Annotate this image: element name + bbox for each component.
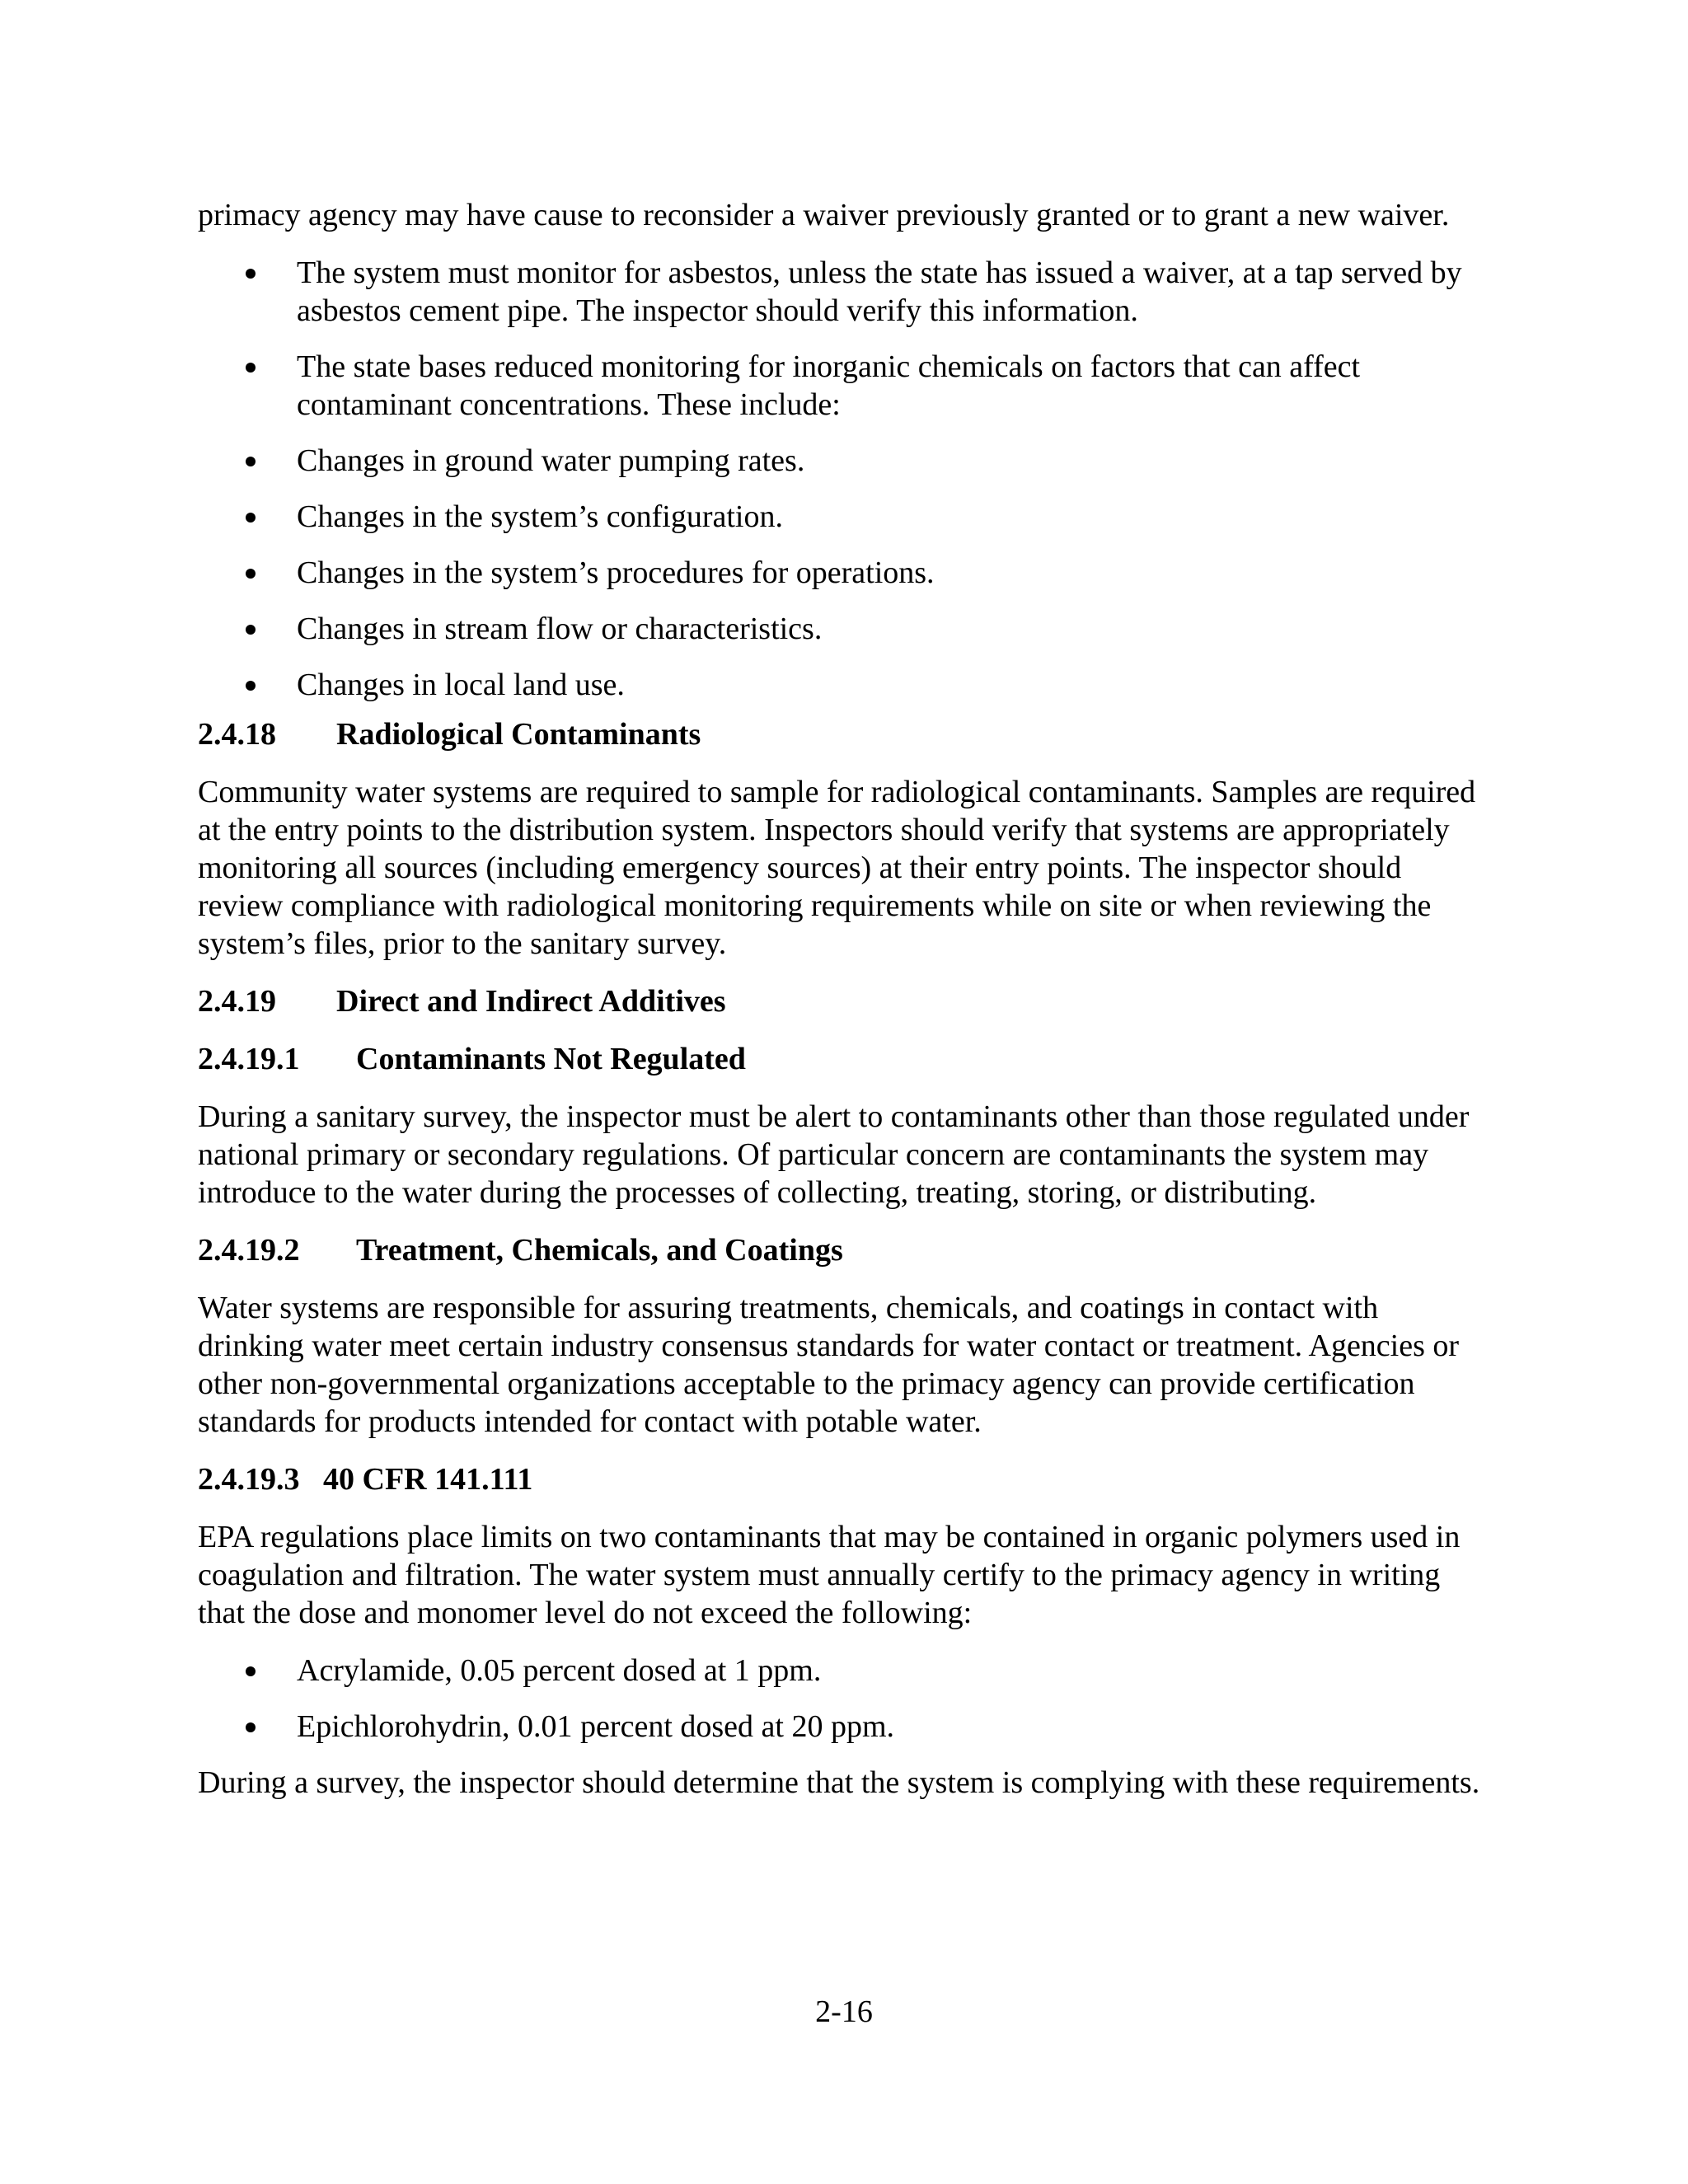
list-item bbox=[198, 554, 1484, 592]
closing-paragraph: During a survey, the inspector should determine that the system is complying with these requirements. bbox=[198, 1765, 1480, 1800]
list-item-text: Changes in local land use. bbox=[297, 668, 625, 702]
list-item bbox=[198, 348, 1484, 424]
bullet-icon bbox=[246, 625, 256, 635]
list-item bbox=[198, 254, 1484, 330]
bullet-icon bbox=[246, 269, 256, 279]
list-item-text: The system must monitor for asbestos, unless the state has issued a waiver, at a tap served by asbestos cement pipe. The inspector should verify this information. bbox=[297, 255, 1462, 328]
section-heading-2-4-19 bbox=[198, 982, 1484, 1020]
section-title: Contaminants Not Regulated bbox=[356, 1042, 746, 1076]
polymer-limits-bullet-list bbox=[198, 1652, 1484, 1746]
treatment-chemicals-paragraph: Water systems are responsible for assuring treatments, chemicals, and coatings in contact with drinking water meet certain industry consensus standards for water contact or treatment. Agencies or other non-governmental organizations acceptable to the primacy agency can provide certification standards for products intended for contact with potable water. bbox=[198, 1291, 1460, 1439]
bullet-icon bbox=[246, 513, 256, 523]
list-item bbox=[198, 666, 1484, 704]
section-heading-2-4-19-1 bbox=[198, 1040, 1484, 1078]
bullet-icon bbox=[246, 1722, 256, 1732]
list-item-text: Changes in ground water pumping rates. bbox=[297, 443, 805, 478]
list-item-text: Changes in the system’s procedures for operations. bbox=[297, 555, 935, 590]
list-item-text: Changes in stream flow or characteristics. bbox=[297, 612, 823, 646]
section-number: 2.4.19 bbox=[198, 984, 276, 1019]
bullet-icon bbox=[246, 681, 256, 691]
list-item bbox=[198, 1652, 1484, 1690]
bullet-icon bbox=[246, 1666, 256, 1676]
list-item-text: Acrylamide, 0.05 percent dosed at 1 ppm. bbox=[297, 1653, 822, 1688]
section-number: 2.4.19.1 bbox=[198, 1042, 300, 1076]
list-item-text: Changes in the system’s configuration. bbox=[297, 499, 783, 534]
section-title: Treatment, Chemicals, and Coatings bbox=[356, 1233, 843, 1268]
list-item bbox=[198, 442, 1484, 480]
list-item bbox=[198, 1708, 1484, 1746]
section-number: 2.4.18 bbox=[198, 717, 276, 752]
section-title: Radiological Contaminants bbox=[336, 717, 701, 752]
document-page bbox=[198, 196, 1484, 1821]
section-title: 40 CFR 141.111 bbox=[323, 1462, 533, 1497]
monitoring-bullet-list bbox=[198, 254, 1484, 704]
cfr-paragraph: EPA regulations place limits on two contaminants that may be contained in organic polymers used in coagulation and filtration. The water system must annually certify to the primacy agency in writing that the dose and monomer level do not exceed the following: bbox=[198, 1520, 1461, 1630]
section-heading-2-4-19-3 bbox=[198, 1460, 1484, 1498]
page-number: 2-16 bbox=[815, 1994, 873, 2029]
bullet-icon bbox=[246, 569, 256, 579]
section-heading-2-4-18 bbox=[198, 715, 1484, 753]
list-item bbox=[198, 498, 1484, 536]
list-item-text: The state bases reduced monitoring for inorganic chemicals on factors that can affect contaminant concentrations. These include: bbox=[297, 349, 1361, 422]
section-title: Direct and Indirect Additives bbox=[336, 984, 726, 1019]
bullet-icon bbox=[246, 363, 256, 373]
section-number: 2.4.19.2 bbox=[198, 1233, 300, 1268]
radiological-paragraph: Community water systems are required to sample for radiological contaminants. Samples are required at the entry points to the distribution system. Inspectors should verify that systems are appropriately monitoring all sources (including emergency sources) at their entry points. The inspector should review compliance with radiological monitoring requirements while on site or when reviewing the system’s files, prior to the sanitary survey. bbox=[198, 775, 1476, 961]
bullet-icon bbox=[246, 457, 256, 466]
contaminants-not-regulated-paragraph: During a sanitary survey, the inspector must be alert to contaminants other than those regulated under national primary or secondary regulations. Of particular concern are contaminants the system may introduce to the water during the processes of collecting, treating, storing, or distributing. bbox=[198, 1099, 1470, 1210]
list-item bbox=[198, 610, 1484, 648]
section-number: 2.4.19.3 bbox=[198, 1462, 300, 1497]
list-item-text: Epichlorohydrin, 0.01 percent dosed at 20 ppm. bbox=[297, 1709, 895, 1744]
section-heading-2-4-19-2 bbox=[198, 1231, 1484, 1269]
intro-paragraph: primacy agency may have cause to reconsider a waiver previously granted or to grant a new waiver. bbox=[198, 198, 1450, 232]
